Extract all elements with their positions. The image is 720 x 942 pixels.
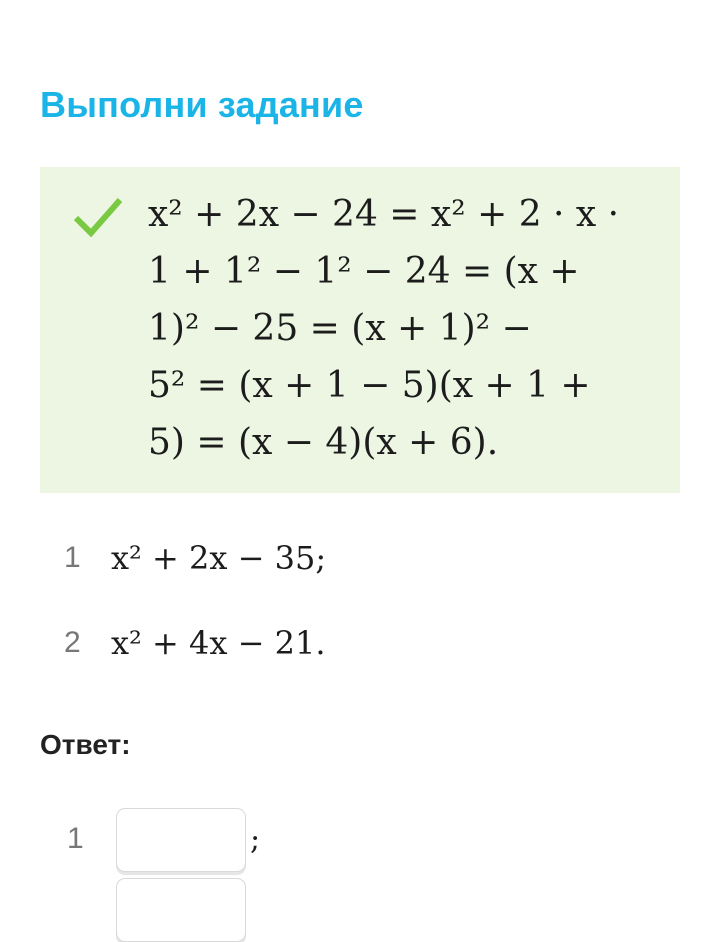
answer-label: Ответ: xyxy=(40,729,131,760)
task-item xyxy=(0,536,720,580)
task-expression: x² + 4x − 21. xyxy=(111,624,326,662)
task-number: 2 xyxy=(64,626,81,659)
answer-input[interactable] xyxy=(116,808,246,872)
example-line: x² + 2x − 24 = x² + 2 · x · xyxy=(148,194,620,235)
answer-number: 1 xyxy=(67,822,84,855)
example-solution-text xyxy=(148,186,658,471)
example-line: 5² = (x + 1 − 5)(x + 1 + xyxy=(148,365,591,406)
example-line: 5) = (x − 4)(x + 6). xyxy=(148,422,499,463)
task-item xyxy=(0,621,720,665)
task-number: 1 xyxy=(64,541,81,574)
check-icon xyxy=(74,196,122,238)
answer-input[interactable] xyxy=(116,878,246,942)
task-expression: x² + 2x − 35; xyxy=(111,539,327,577)
example-line: 1 + 1² − 1² − 24 = (x + xyxy=(148,251,580,292)
answer-suffix: ; xyxy=(250,822,261,857)
page-title: Выполни задание xyxy=(40,84,364,125)
example-line: 1)² − 25 = (x + 1)² − xyxy=(148,308,532,349)
